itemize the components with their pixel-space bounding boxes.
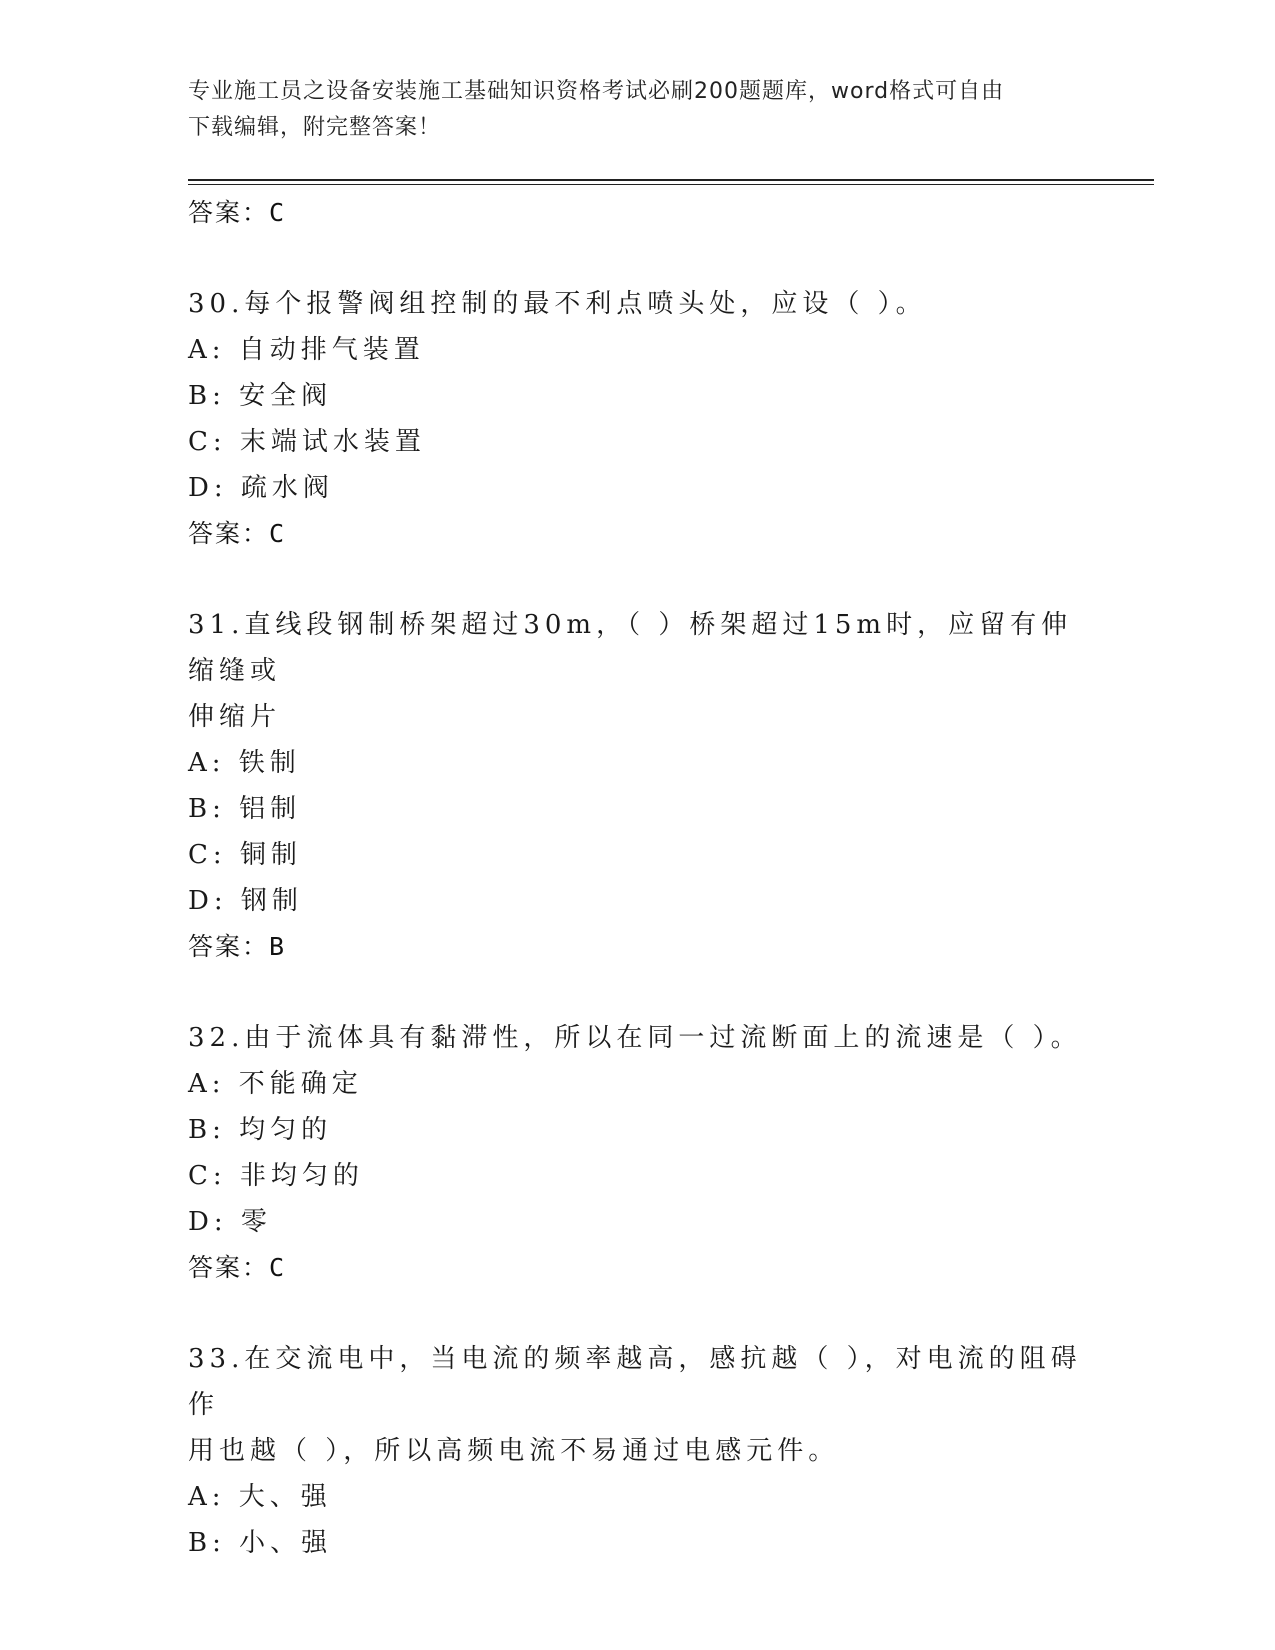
option-c: C: 铜制 (188, 840, 302, 870)
option-b: B: 均匀的 (188, 1115, 333, 1145)
question-item (188, 281, 1088, 557)
spacer (188, 236, 1088, 281)
question-text: 31.直线段钢制桥架超过30m，（ ）桥架超过15m时，应留有伸缩缝或 (188, 610, 1073, 686)
option-b: B: 小、强 (188, 1528, 333, 1558)
header-divider-thick (188, 179, 1154, 181)
option-c: C: 末端试水装置 (188, 427, 426, 457)
option-d: D: 钢制 (188, 886, 303, 916)
spacer (188, 1291, 1088, 1336)
header-line-1: 专业施工员之设备安装施工基础知识资格考试必刷200题题库，word格式可自由 (188, 79, 1005, 104)
option-d: D: 零 (188, 1207, 272, 1237)
question-text-continued: 用也越（ ），所以高频电流不易通过电感元件。 (188, 1436, 840, 1466)
option-a: A: 铁制 (188, 748, 301, 778)
option-c: C: 非均匀的 (188, 1161, 364, 1191)
answer-line: 答案：C (188, 519, 287, 548)
question-text: 33.在交流电中，当电流的频率越高，感抗越（ ），对电流的阻碍作 (188, 1344, 1082, 1420)
question-item (188, 1336, 1088, 1566)
answer-line: 答案：C (188, 198, 287, 227)
spacer (188, 557, 1088, 602)
option-b: B: 铝制 (188, 794, 302, 824)
question-item (188, 602, 1088, 970)
spacer (188, 970, 1088, 1015)
option-b: B: 安全阀 (188, 381, 333, 411)
option-d: D: 疏水阀 (188, 473, 334, 503)
header-line-2: 下载编辑，附完整答案！ (188, 115, 442, 140)
question-item (188, 1015, 1088, 1291)
question-list (188, 190, 1088, 1566)
document-header (188, 74, 1068, 146)
question-text: 32.由于流体具有黏滞性，所以在同一过流断面上的流速是（ ）。 (188, 1023, 1082, 1053)
answer-line: 答案：C (188, 1253, 287, 1282)
question-text-continued: 伸缩片 (188, 702, 282, 732)
question-text: 30.每个报警阀组控制的最不利点喷头处，应设（ ）。 (188, 289, 927, 319)
header-divider-thin (188, 184, 1154, 185)
option-a: A: 不能确定 (188, 1069, 363, 1099)
option-a: A: 大、强 (188, 1482, 332, 1512)
answer-line: 答案：B (188, 932, 287, 961)
option-a: A: 自动排气装置 (188, 335, 425, 365)
